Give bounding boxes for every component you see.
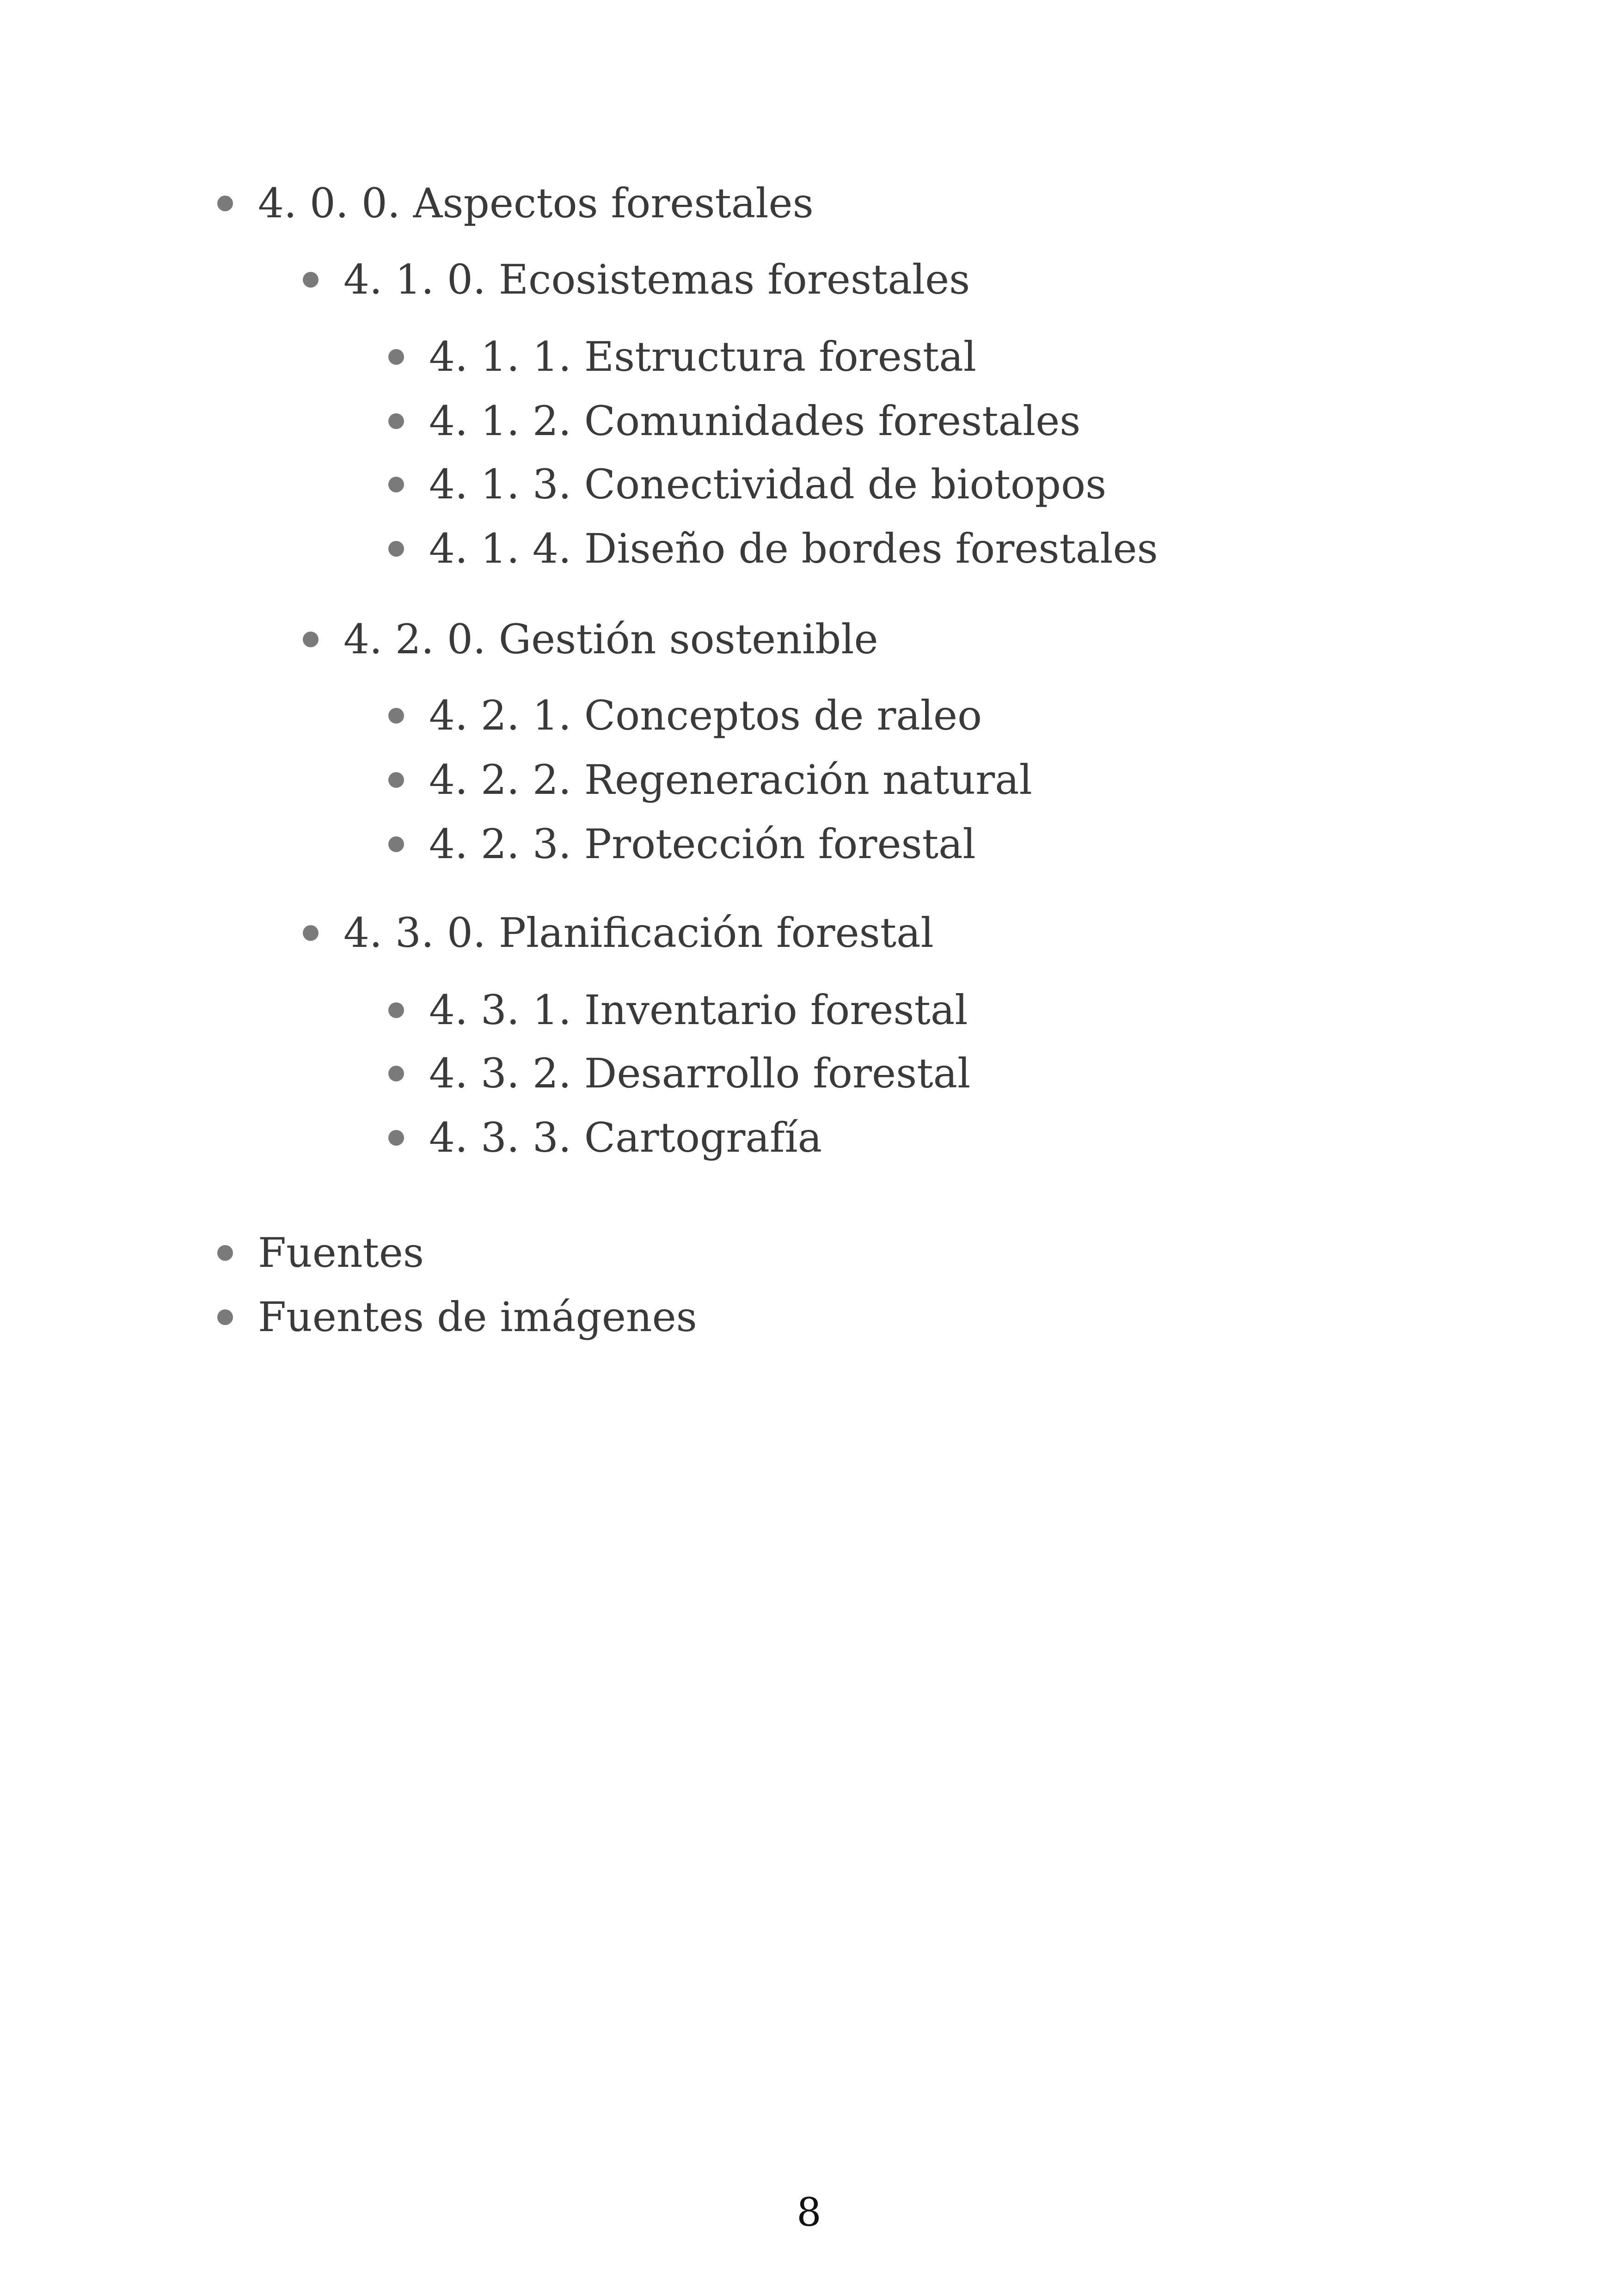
toc-item-label: Fuentes de imágenes (258, 1293, 697, 1341)
toc-item-label: 4. 1. 1. Estructura forestal (429, 333, 976, 381)
toc-item-label: 4. 2. 2. Regeneración natural (429, 756, 1032, 804)
bullet-icon (388, 1130, 404, 1146)
toc-item-label: 4. 0. 0. Aspectos forestales (258, 179, 814, 227)
bullet-icon (388, 772, 404, 788)
toc-item-label: 4. 3. 0. Planificación forestal (343, 909, 934, 957)
page-number: 8 (797, 2190, 821, 2235)
toc-item-label: 4. 3. 2. Desarrollo forestal (429, 1050, 971, 1097)
bullet-icon (217, 1245, 233, 1261)
toc-item-label: Fuentes (258, 1229, 424, 1277)
bullet-icon (388, 1002, 404, 1018)
bullet-icon (388, 708, 404, 724)
bullet-icon (388, 1066, 404, 1081)
bullet-icon (388, 541, 404, 557)
bullet-icon (388, 413, 404, 429)
bullet-icon (388, 349, 404, 365)
bullet-icon (303, 272, 319, 288)
toc-item-label: 4. 2. 1. Conceptos de raleo (429, 692, 982, 739)
toc-item-label: 4. 1. 4. Diseño de bordes forestales (429, 525, 1158, 572)
bullet-icon (388, 836, 404, 852)
bullet-icon (217, 196, 233, 211)
bullet-icon (303, 632, 319, 647)
bullet-icon (388, 477, 404, 492)
toc-item-label: 4. 1. 3. Conectividad de biotopos (429, 460, 1107, 508)
bullet-icon (217, 1309, 233, 1325)
toc-item-label: 4. 3. 1. Inventario forestal (429, 986, 968, 1034)
toc-item-label: 4. 2. 3. Protección forestal (429, 820, 976, 868)
bullet-icon (303, 925, 319, 941)
toc-item-label: 4. 1. 2. Comunidades forestales (429, 397, 1081, 445)
toc-item-label: 4. 2. 0. Gestión sostenible (343, 615, 878, 663)
toc-item-label: 4. 3. 3. Cartografía (429, 1114, 822, 1161)
toc-item-label: 4. 1. 0. Ecosistemas forestales (343, 256, 970, 303)
